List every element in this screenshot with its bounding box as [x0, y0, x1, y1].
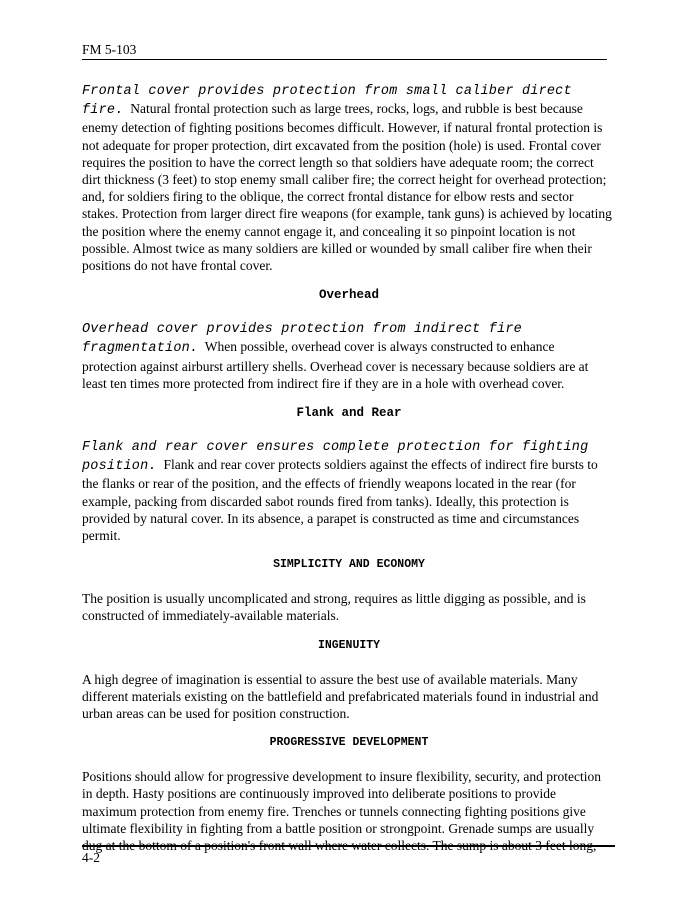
page-footer — [82, 850, 100, 866]
page-header — [82, 42, 607, 60]
frontal-lead: Frontal cover provides protection from small caliber direct fire. — [82, 84, 572, 119]
flank-rear-paragraph — [82, 437, 612, 544]
page-number: 4-2 — [82, 850, 100, 865]
footer-divider — [82, 845, 615, 847]
overhead-paragraph — [82, 319, 612, 392]
frontal-body: Natural frontal protection such as large trees, rocks, logs, and rubble is best because enemy detection of fighting positions becomes difficult. However, if natural frontal protection is not adequate for proper protection, dirt excavated from the position (hole) is used. Frontal cover requires the position to have the correct length so that soldiers have adequate room; the correct dirt thickness (3 feet) to stop enemy small caliber fire; the correct height for overhead protection; and, for soldiers firing to the oblique, the correct frontal distance for elbow rests and sector stakes. Protection from larger direct fire weapons (for example, tank guns) is achieved by locating the position where the enemy cannot engage it, and concealing it so pinpoint location is not possible. Almost twice as many soldiers are killed or wounded by small caliber fire when their positions do not have frontal cover. — [82, 101, 612, 274]
simplicity-economy-heading: SIMPLICITY AND ECONOMY — [273, 558, 425, 572]
ingenuity-paragraph: A high degree of imagination is essential to assure the best use of available materials. Many different materials existing on the battlefield and prefabricated materials found in industrial and urban areas can be used for position construction. — [82, 671, 599, 722]
simplicity-economy-paragraph: The position is usually uncomplicated and strong, requires as little digging as possible, and is constructed of immediately-available materials. — [82, 591, 586, 624]
flank-rear-heading: Flank and Rear — [296, 406, 402, 421]
overhead-heading: Overhead — [318, 288, 379, 303]
flank-rear-lead: Flank and rear cover ensures complete protection for fighting position. — [82, 440, 589, 475]
progressive-development-paragraph: Positions should allow for progressive development to insure flexibility, security, and protection in depth. Hasty positions are continuously improved into deliberate positions to provide maximum protection from enemy fire. Trenches or tunnels connecting fighting positions give ultimate flexibility in fighting from a battle position or strongpoint. Grenade sumps are usually dug at the bottom of a position's front wall where water collects. The sump is about 3 feet long, — [82, 769, 602, 854]
frontal-paragraph — [82, 81, 612, 274]
page-content — [82, 81, 612, 867]
overhead-body: When possible, overhead cover is always constructed to enhance protection against airburst artillery shells. Overhead cover is necessary because soldiers are at least ten times more protected from indirect fire if they are in a hole with overhead cover. — [82, 339, 589, 391]
progressive-development-heading: PROGRESSIVE DEVELOPMENT — [269, 736, 429, 750]
overhead-lead: Overhead cover provides protection from indirect fire fragmentation. — [82, 322, 522, 357]
document-id: FM 5-103 — [82, 42, 137, 57]
flank-rear-body: Flank and rear cover protects soldiers against the effects of indirect fire bursts to the flanks or rear of the position, and the effects of friendly weapons located in the rear (for example, packing from discarded sabot rounds fired from tanks). Ideally, this protection is provided by natural cover. In its absence, a parapet is constructed as time and circumstances permit. — [82, 457, 598, 544]
ingenuity-heading: INGENUITY — [317, 638, 381, 652]
